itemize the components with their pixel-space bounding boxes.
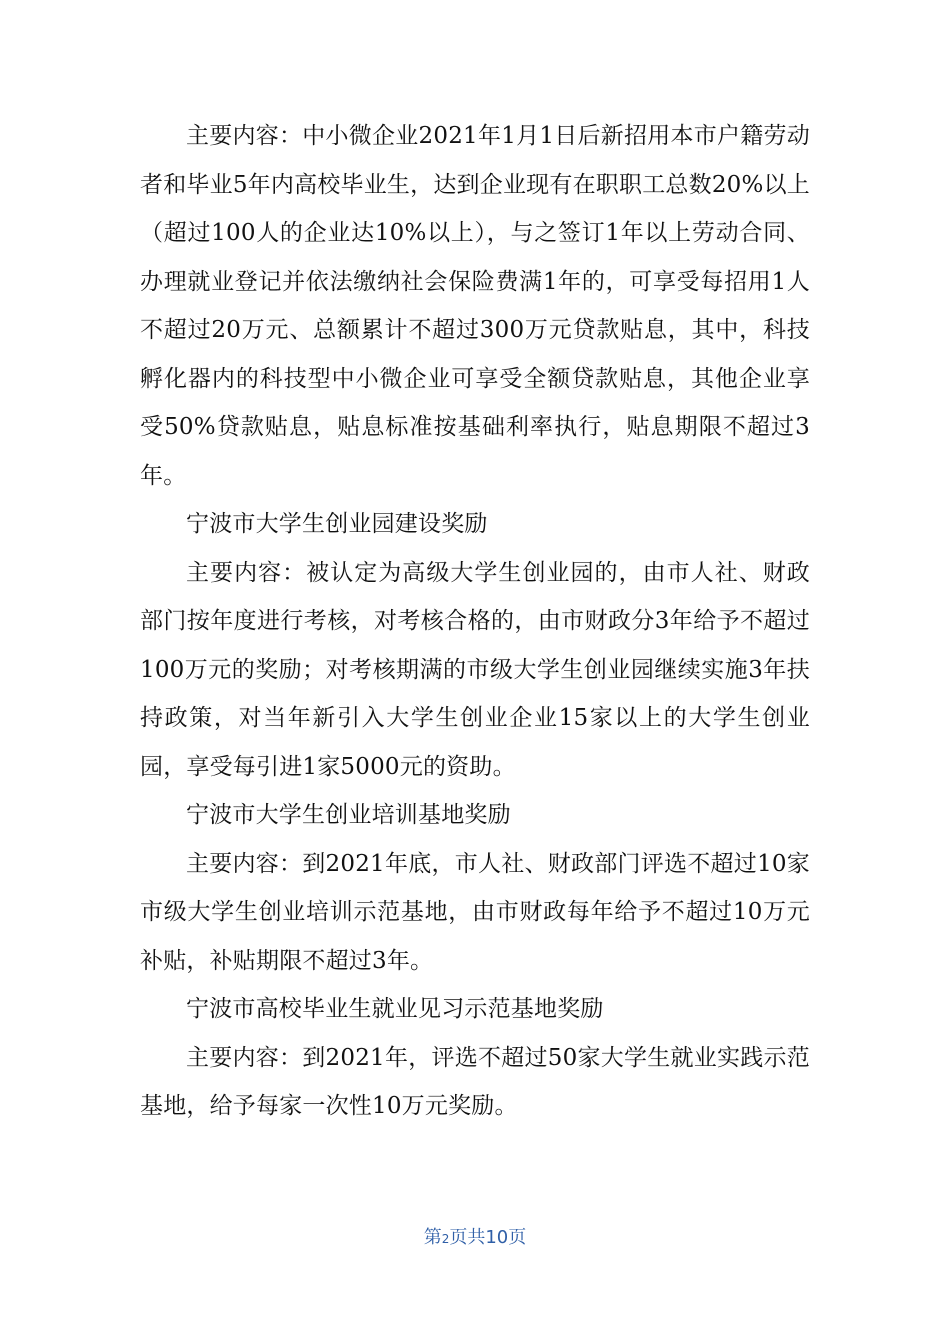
footer-prefix: 第	[423, 1227, 442, 1248]
page-footer	[0, 1223, 950, 1249]
footer-suffix: 页共10页	[449, 1227, 527, 1248]
section-heading: 宁波市大学生创业培训基地奖励	[186, 802, 511, 828]
policy-paragraph: 主要内容：到2021年底，市人社、财政部门评选不超过10家市级大学生创业培训示范基地，由市财政每年给予不超过10万元补贴，补贴期限不超过3年。	[140, 850, 810, 974]
policy-paragraph: 主要内容：到2021年，评选不超过50家大学生就业实践示范基地，给予每家一次性10万元奖励。	[140, 1044, 810, 1119]
policy-paragraph: 主要内容：被认定为高级大学生创业园的，由市人社、财政部门按年度进行考核，对考核合格的，由市财政分3年给予不超过100万元的奖励；对考核期满的市级大学生创业园继续实施3年扶持政策，对当年新引入大学生创业企业15家以上的大学生创业园，享受每引进1家5000元的资助。	[140, 559, 810, 780]
policy-paragraph: 主要内容：中小微企业2021年1月1日后新招用本市户籍劳动者和毕业5年内高校毕业生，达到企业现有在职职工总数20%以上（超过100人的企业达10%以上），与之签订1年以上劳动合同、办理就业登记并依法缴纳社会保险费满1年的，可享受每招用1人不超过20万元、总额累计不超过300万元贷款贴息，其中，科技孵化器内的科技型中小微企业可享受全额贷款贴息，其他企业享受50%贷款贴息，贴息标准按基础利率执行，贴息期限不超过3年。	[140, 123, 810, 489]
section-heading: 宁波市大学生创业园建设奖励	[186, 511, 488, 537]
document-body	[140, 112, 810, 1131]
section-heading: 宁波市高校毕业生就业见习示范基地奖励	[186, 996, 604, 1022]
footer-page-number: 2	[441, 1232, 450, 1246]
